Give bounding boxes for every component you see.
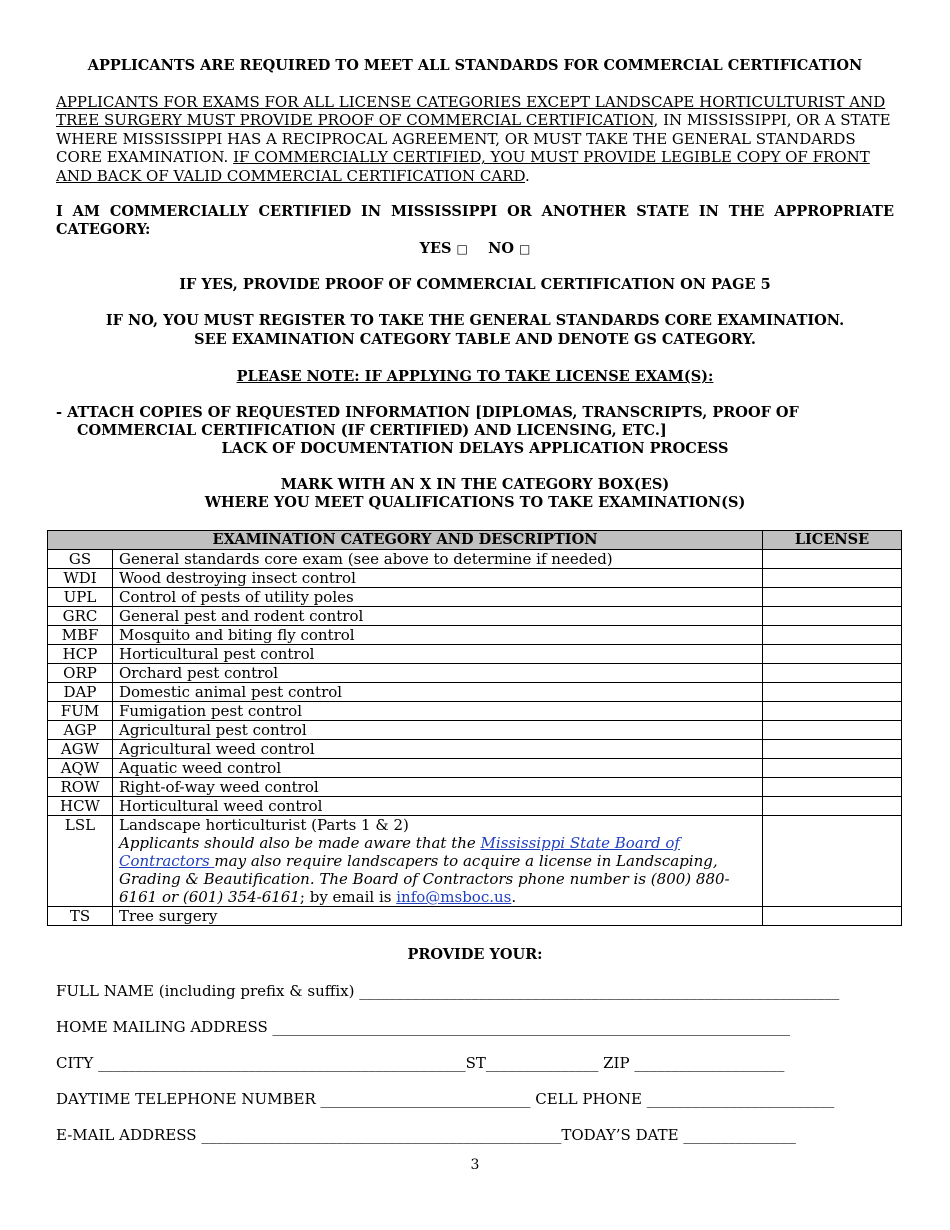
table-row: [48, 569, 902, 588]
category-code: UPL: [48, 588, 113, 607]
lsl-note-a: Applicants should also be made aware that the: [119, 834, 481, 852]
category-code: GS: [48, 550, 113, 569]
license-checkbox-cell[interactable]: [763, 721, 902, 740]
category-code: HCW: [48, 797, 113, 816]
lsl-title: Landscape horticulturist (Parts 1 & 2): [119, 816, 409, 834]
table-row: [48, 740, 902, 759]
attach-line-3: LACK OF DOCUMENTATION DELAYS APPLICATION PROCESS: [221, 440, 729, 457]
if-no-instruction-1: IF NO, YOU MUST REGISTER TO TAKE THE GENERAL STANDARDS CORE EXAMINATION.: [105, 312, 845, 329]
category-description: Domestic animal pest control: [113, 683, 763, 702]
license-checkbox-cell[interactable]: [763, 759, 902, 778]
email-date-field[interactable]: E-MAIL ADDRESS ________________________________________________TODAY’S DATE _______________: [56, 1126, 796, 1144]
category-description: Horticultural weed control: [113, 797, 763, 816]
table-row: [48, 907, 902, 926]
yes-checkbox[interactable]: □: [456, 242, 468, 256]
table-header-row: [48, 531, 902, 550]
exam-category-table: [47, 530, 902, 926]
yes-label: YES: [419, 240, 452, 257]
page-heading: APPLICANTS ARE REQUIRED TO MEET ALL STANDARDS FOR COMMERCIAL CERTIFICATION: [87, 57, 863, 74]
category-code: WDI: [48, 569, 113, 588]
header-category: EXAMINATION CATEGORY AND DESCRIPTION: [48, 531, 763, 550]
email-link[interactable]: info@msboc.us: [396, 888, 512, 906]
category-code: AGW: [48, 740, 113, 759]
license-checkbox-cell[interactable]: [763, 607, 902, 626]
provide-heading: PROVIDE YOUR:: [407, 946, 543, 963]
table-row: [48, 607, 902, 626]
full-name-field[interactable]: FULL NAME (including prefix & suffix) ________________________________________________________________: [56, 982, 840, 1000]
lsl-note-d: .: [511, 888, 517, 906]
license-checkbox-cell[interactable]: [763, 907, 902, 926]
intro-underlined-3: IF COMMERCIALLY CERTIFIED, YOU MUST PROVIDE LEGIBLE COPY OF FRONT AND BACK OF VALID COMMERCIAL CERTIFICATION CARD: [56, 148, 870, 185]
license-checkbox-cell[interactable]: [763, 626, 902, 645]
table-row: [48, 664, 902, 683]
category-code: ORP: [48, 664, 113, 683]
license-checkbox-cell[interactable]: [763, 550, 902, 569]
category-description-lsl: [113, 816, 763, 907]
table-row: [48, 626, 902, 645]
category-description: Fumigation pest control: [113, 702, 763, 721]
table-row: [48, 683, 902, 702]
attach-line-1: - ATTACH COPIES OF REQUESTED INFORMATION [DIPLOMAS, TRANSCRIPTS, PROOF OF: [56, 404, 799, 421]
intro-text-2: , IN MISSISSIPPI, OR A STATE WHERE MISSISSIPPI HAS A RECIPROCAL AGREEMENT, OR MUST TAKE THE GENERAL STANDARDS CORE EXAMINATION.: [56, 111, 891, 167]
license-checkbox-cell[interactable]: [763, 778, 902, 797]
table-row-lsl: [48, 816, 902, 907]
header-license: LICENSE: [763, 531, 902, 550]
mark-instruction-2: WHERE YOU MEET QUALIFICATIONS TO TAKE EXAMINATION(S): [204, 494, 746, 511]
category-description: General standards core exam (see above to determine if needed): [113, 550, 763, 569]
intro-underlined-1: APPLICANTS FOR EXAMS FOR ALL LICENSE CATEGORIES EXCEPT LANDSCAPE HORTICULTURIST AND TREE SURGERY MUST PROVIDE PROOF OF COMMERCIAL CERTIFICATION: [56, 93, 886, 130]
page-number: 3: [470, 1157, 480, 1173]
no-checkbox[interactable]: □: [519, 242, 531, 256]
category-description: Right-of-way weed control: [113, 778, 763, 797]
table-row: [48, 645, 902, 664]
certified-statement: I AM COMMERCIALLY CERTIFIED IN MISSISSIPPI OR ANOTHER STATE IN THE APPROPRIATE CATEGORY:: [56, 203, 894, 239]
category-code: FUM: [48, 702, 113, 721]
category-description: Orchard pest control: [113, 664, 763, 683]
table-row: [48, 797, 902, 816]
table-row: [48, 759, 902, 778]
lsl-note-c: ; by email is: [299, 888, 397, 906]
category-description: General pest and rodent control: [113, 607, 763, 626]
category-code: GRC: [48, 607, 113, 626]
category-description: Agricultural weed control: [113, 740, 763, 759]
license-checkbox-cell[interactable]: [763, 797, 902, 816]
category-description: Wood destroying insect control: [113, 569, 763, 588]
category-description: Mosquito and biting fly control: [113, 626, 763, 645]
please-note: PLEASE NOTE: IF APPLYING TO TAKE LICENSE EXAM(S):: [236, 368, 714, 385]
license-checkbox-cell[interactable]: [763, 645, 902, 664]
phone-field[interactable]: DAYTIME TELEPHONE NUMBER ____________________________ CELL PHONE _________________________: [56, 1090, 835, 1108]
category-description: Horticultural pest control: [113, 645, 763, 664]
lsl-note-b: may also require landscapers to acquire a license in Landscaping, Grading & Beautification. The Board of Contractors phone number is (800) 880-6161 or (601) 354-6161: [119, 852, 730, 906]
category-code: MBF: [48, 626, 113, 645]
intro-text-4: .: [524, 166, 530, 185]
license-checkbox-cell[interactable]: [763, 702, 902, 721]
category-code: ROW: [48, 778, 113, 797]
category-description: Aquatic weed control: [113, 759, 763, 778]
if-no-instruction-2: SEE EXAMINATION CATEGORY TABLE AND DENOTE GS CATEGORY.: [194, 331, 756, 348]
category-code: AQW: [48, 759, 113, 778]
category-code: HCP: [48, 645, 113, 664]
table-row: [48, 550, 902, 569]
license-checkbox-cell[interactable]: [763, 588, 902, 607]
category-code: AGP: [48, 721, 113, 740]
category-code: TS: [48, 907, 113, 926]
category-code: LSL: [48, 816, 113, 907]
board-of-contractors-link[interactable]: Mississippi State Board of Contractors: [119, 834, 680, 870]
license-checkbox-cell[interactable]: [763, 683, 902, 702]
category-description: Control of pests of utility poles: [113, 588, 763, 607]
license-checkbox-cell[interactable]: [763, 816, 902, 907]
lsl-note: [119, 834, 756, 906]
license-checkbox-cell[interactable]: [763, 569, 902, 588]
table-row: [48, 588, 902, 607]
table-row: [48, 778, 902, 797]
if-yes-instruction: IF YES, PROVIDE PROOF OF COMMERCIAL CERTIFICATION ON PAGE 5: [179, 276, 771, 293]
category-code: DAP: [48, 683, 113, 702]
license-checkbox-cell[interactable]: [763, 664, 902, 683]
intro-paragraph: [56, 93, 896, 185]
yes-no-choice: [0, 240, 950, 257]
category-description: Tree surgery: [113, 907, 763, 926]
license-checkbox-cell[interactable]: [763, 740, 902, 759]
home-address-field[interactable]: HOME MAILING ADDRESS _____________________________________________________________________: [56, 1018, 791, 1036]
category-description: Agricultural pest control: [113, 721, 763, 740]
mark-instruction-1: MARK WITH AN X IN THE CATEGORY BOX(ES): [280, 476, 670, 493]
no-label: NO: [488, 240, 514, 257]
attach-line-2: COMMERCIAL CERTIFICATION (IF CERTIFIED) AND LICENSING, ETC.]: [77, 422, 667, 439]
table-row: [48, 721, 902, 740]
city-state-zip-field[interactable]: CITY _________________________________________________ST_______________ ZIP ____________________: [56, 1054, 785, 1072]
table-row: [48, 702, 902, 721]
